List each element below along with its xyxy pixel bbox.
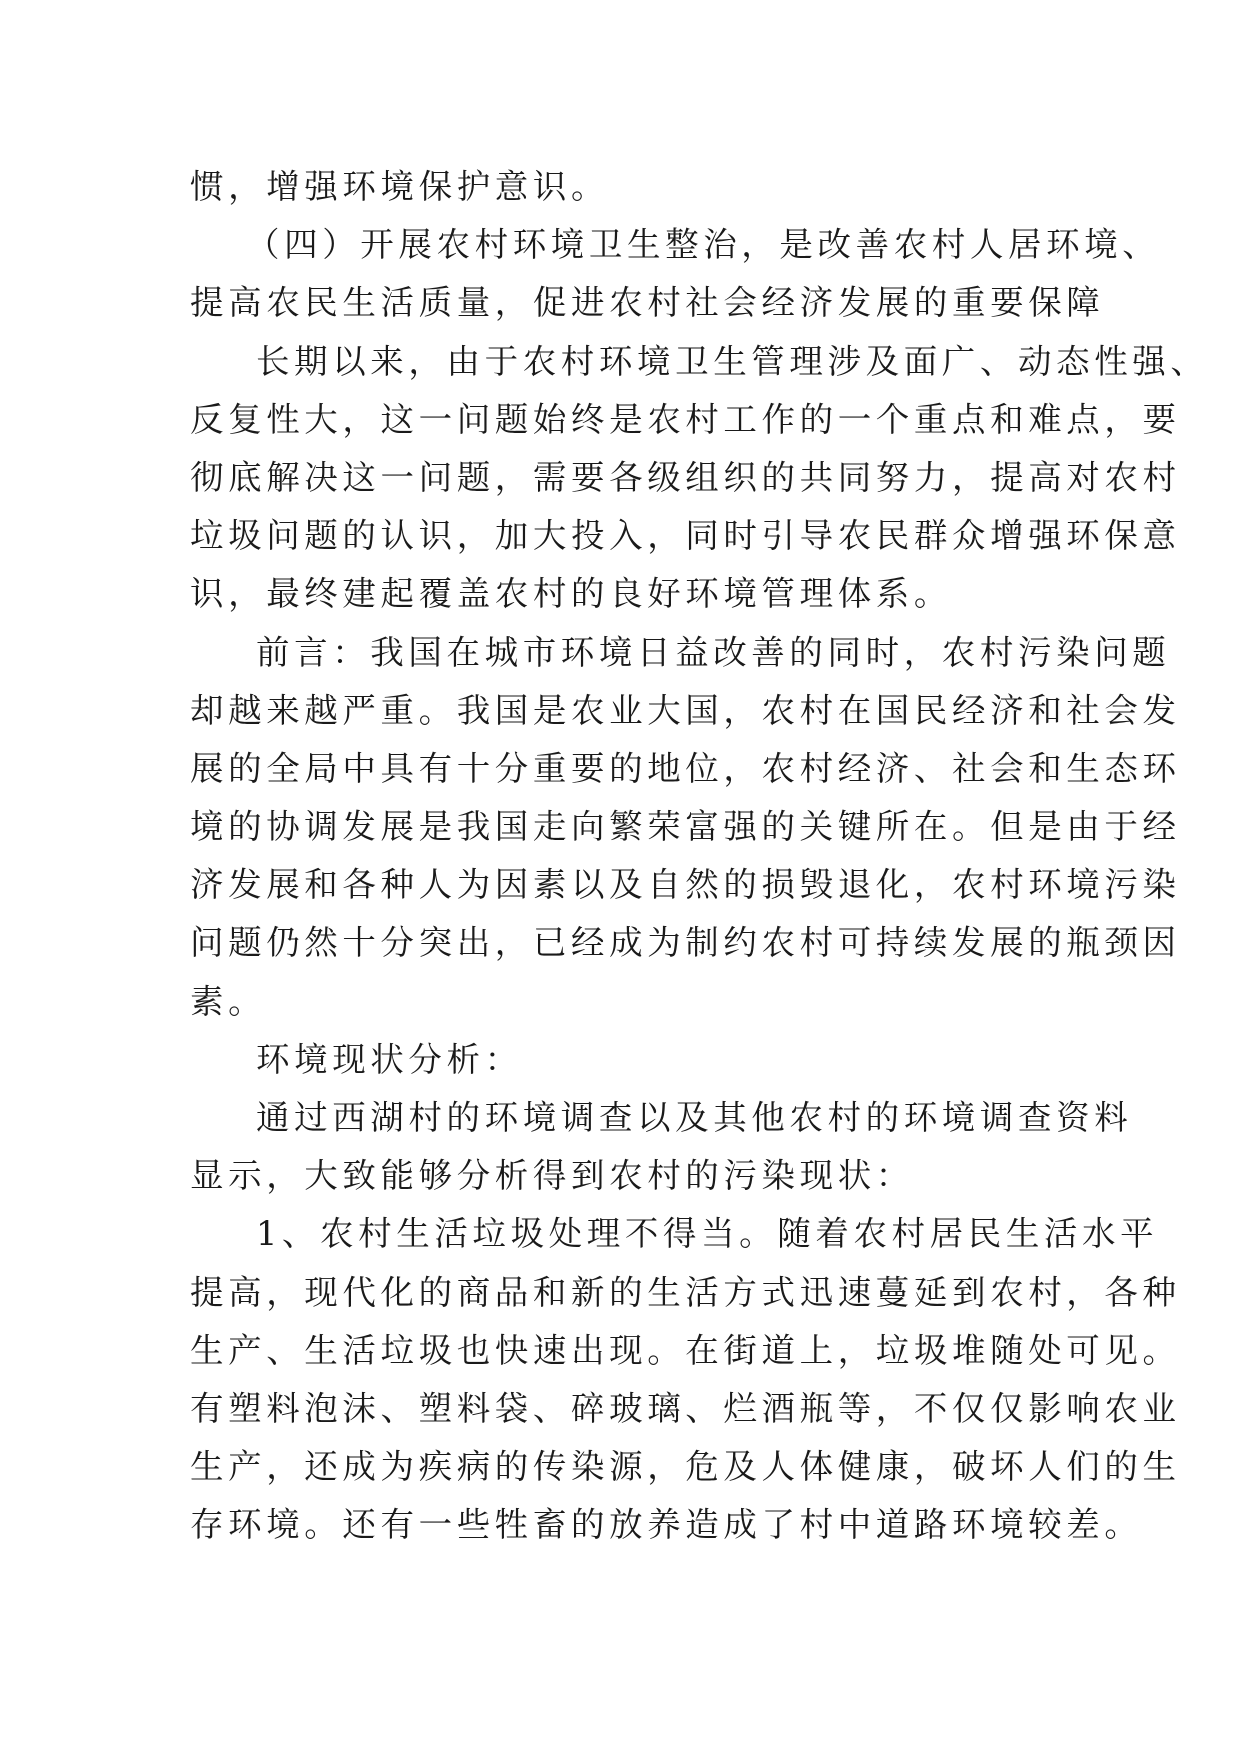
list-item-line: 1、农村生活垃圾处理不得当。随着农村居民生活水平 [256, 1214, 1159, 1254]
text-line: 识，最终建起覆盖农村的良好环境管理体系。 [190, 574, 952, 614]
text-line: 展的全局中具有十分重要的地位，农村经济、社会和生态环 [190, 748, 1181, 788]
text-line: 提高，现代化的商品和新的生活方式迅速蔓延到农村，各种 [190, 1272, 1181, 1312]
text-line: 垃圾问题的认识，加大投入，同时引导农民群众增强环保意 [190, 516, 1181, 556]
text-line: 彻底解决这一问题，需要各级组织的共同努力，提高对农村 [190, 457, 1181, 497]
text-line: 境的协调发展是我国走向繁荣富强的关键所在。但是由于经 [190, 807, 1181, 847]
text-line: 有塑料泡沫、塑料袋、碎玻璃、烂酒瓶等，不仅仅影响农业 [190, 1388, 1181, 1428]
text-line: 通过西湖村的环境调查以及其他农村的环境调查资料 [256, 1098, 1133, 1137]
text-line: 反复性大，这一问题始终是农村工作的一个重点和难点，要 [190, 399, 1181, 439]
section-heading-line: （四）开展农村环境卫生整治，是改善农村人居环境、 [246, 225, 1161, 265]
document-body [190, 158, 1209, 1555]
text-line: 却越来越严重。我国是农业大国，农村在国民经济和社会发 [190, 690, 1181, 730]
text-line: 存环境。还有一些牲畜的放养造成了村中道路环境较差。 [190, 1505, 1143, 1545]
text-line: 生产、生活垃圾也快速出现。在街道上，垃圾堆随处可见。 [190, 1330, 1181, 1370]
text-line: 惯，增强环境保护意识。 [190, 167, 610, 206]
section-heading-line: 提高农民生活质量，促进农村社会经济发展的重要保障 [190, 283, 1105, 323]
text-line: 济发展和各种人为因素以及自然的损毁退化，农村环境污染 [190, 865, 1181, 905]
text-line: 问题仍然十分突出，已经成为制约农村可持续发展的瓶颈因 [190, 923, 1181, 963]
text-line: 前言：我国在城市环境日益改善的同时，农村污染问题 [256, 632, 1171, 672]
text-line: 长期以来，由于农村环境卫生管理涉及面广、动态性强、 [256, 341, 1209, 381]
text-line: 生产，还成为疾病的传染源，危及人体健康，破坏人们的生 [190, 1447, 1181, 1487]
text-line: 素。 [190, 981, 267, 1021]
subheading-line: 环境现状分析： [256, 1039, 523, 1079]
text-line: 显示，大致能够分析得到农村的污染现状： [190, 1156, 914, 1196]
